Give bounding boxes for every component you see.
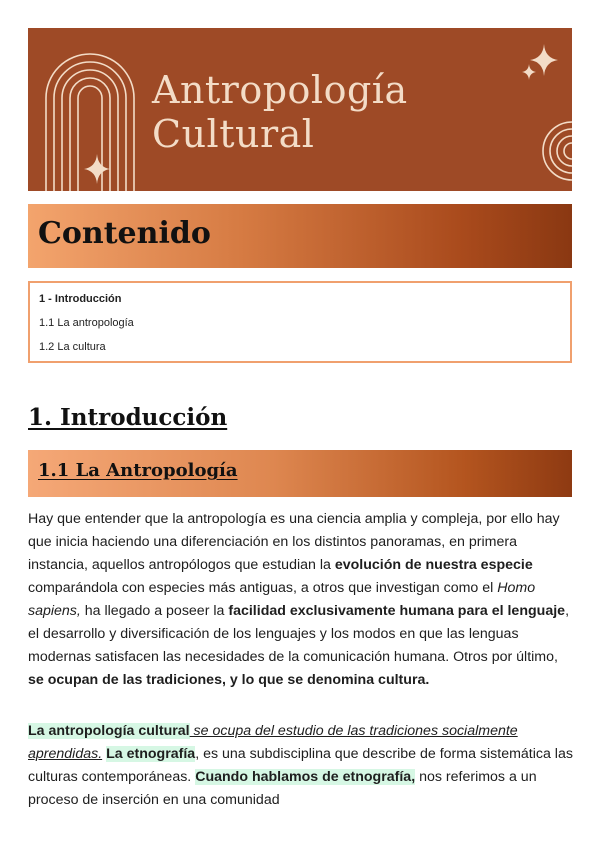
- bold-run: facilidad exclusivamente humana para el lenguaje: [228, 603, 566, 619]
- title-line-2: Cultural: [152, 112, 315, 156]
- paragraph-2: [28, 720, 573, 812]
- title-line-1: Antropología: [152, 68, 408, 112]
- toc-item-introduccion[interactable]: 1 - Introducción: [39, 293, 122, 305]
- title-banner: [28, 28, 572, 191]
- italic-run: Homo sapiens,: [28, 580, 536, 619]
- text-run: comparándola con especies más antiguas, a otros que investigan como el: [28, 580, 498, 596]
- toc-item-antropologia[interactable]: 1.1 La antropología: [39, 317, 134, 329]
- document-title: [152, 68, 408, 156]
- text-run: Hay que entender que la antropología es una ciencia amplia y compleja, por ello hay que inicia haciendo una diferenciación en los distintos panoramas, en primera instancia, aquellos antropólogos que estudian la: [28, 511, 560, 573]
- section-heading-introduccion: 1. Introducción: [28, 404, 228, 431]
- bold-run: evolución de nuestra especie: [334, 557, 533, 573]
- bold-run: se ocupan de las tradiciones, y lo que se denomina cultura.: [28, 672, 430, 688]
- sparkle-icon-small: [522, 64, 536, 80]
- text-run: , el desarrollo y diversificación de los lenguajes y los modos en que las lenguas modernas satisfacen las necesidades de la comunicación humana. Otros por último,: [28, 603, 570, 665]
- highlighted-term: Cuando hablamos de etnografía,: [195, 769, 416, 785]
- subsection-heading-antropologia: 1.1 La Antropología: [38, 460, 238, 481]
- contents-header: [28, 204, 572, 268]
- text-run: , es una subdisciplina que describe de forma sistemática las culturas contemporáneas.: [28, 746, 573, 785]
- text-run: ha llegado a poseer la: [80, 603, 229, 619]
- highlighted-term: La etnografía: [106, 746, 196, 762]
- sparkle-icon: [84, 154, 110, 184]
- table-of-contents: [28, 281, 572, 363]
- semicircle-ornament: [514, 120, 572, 182]
- toc-item-cultura[interactable]: 1.2 La cultura: [39, 341, 106, 353]
- paragraph-1: [28, 508, 573, 692]
- highlighted-term: La antropología cultural: [28, 723, 190, 739]
- subsection-header-bar: [28, 450, 572, 497]
- text-run: nos referimos a un proceso de inserción en una comunidad: [28, 769, 537, 808]
- underlined-italic-run: se ocupa del estudio de las tradiciones socialmente aprendidas.: [28, 723, 518, 762]
- contents-heading: Contenido: [38, 216, 211, 251]
